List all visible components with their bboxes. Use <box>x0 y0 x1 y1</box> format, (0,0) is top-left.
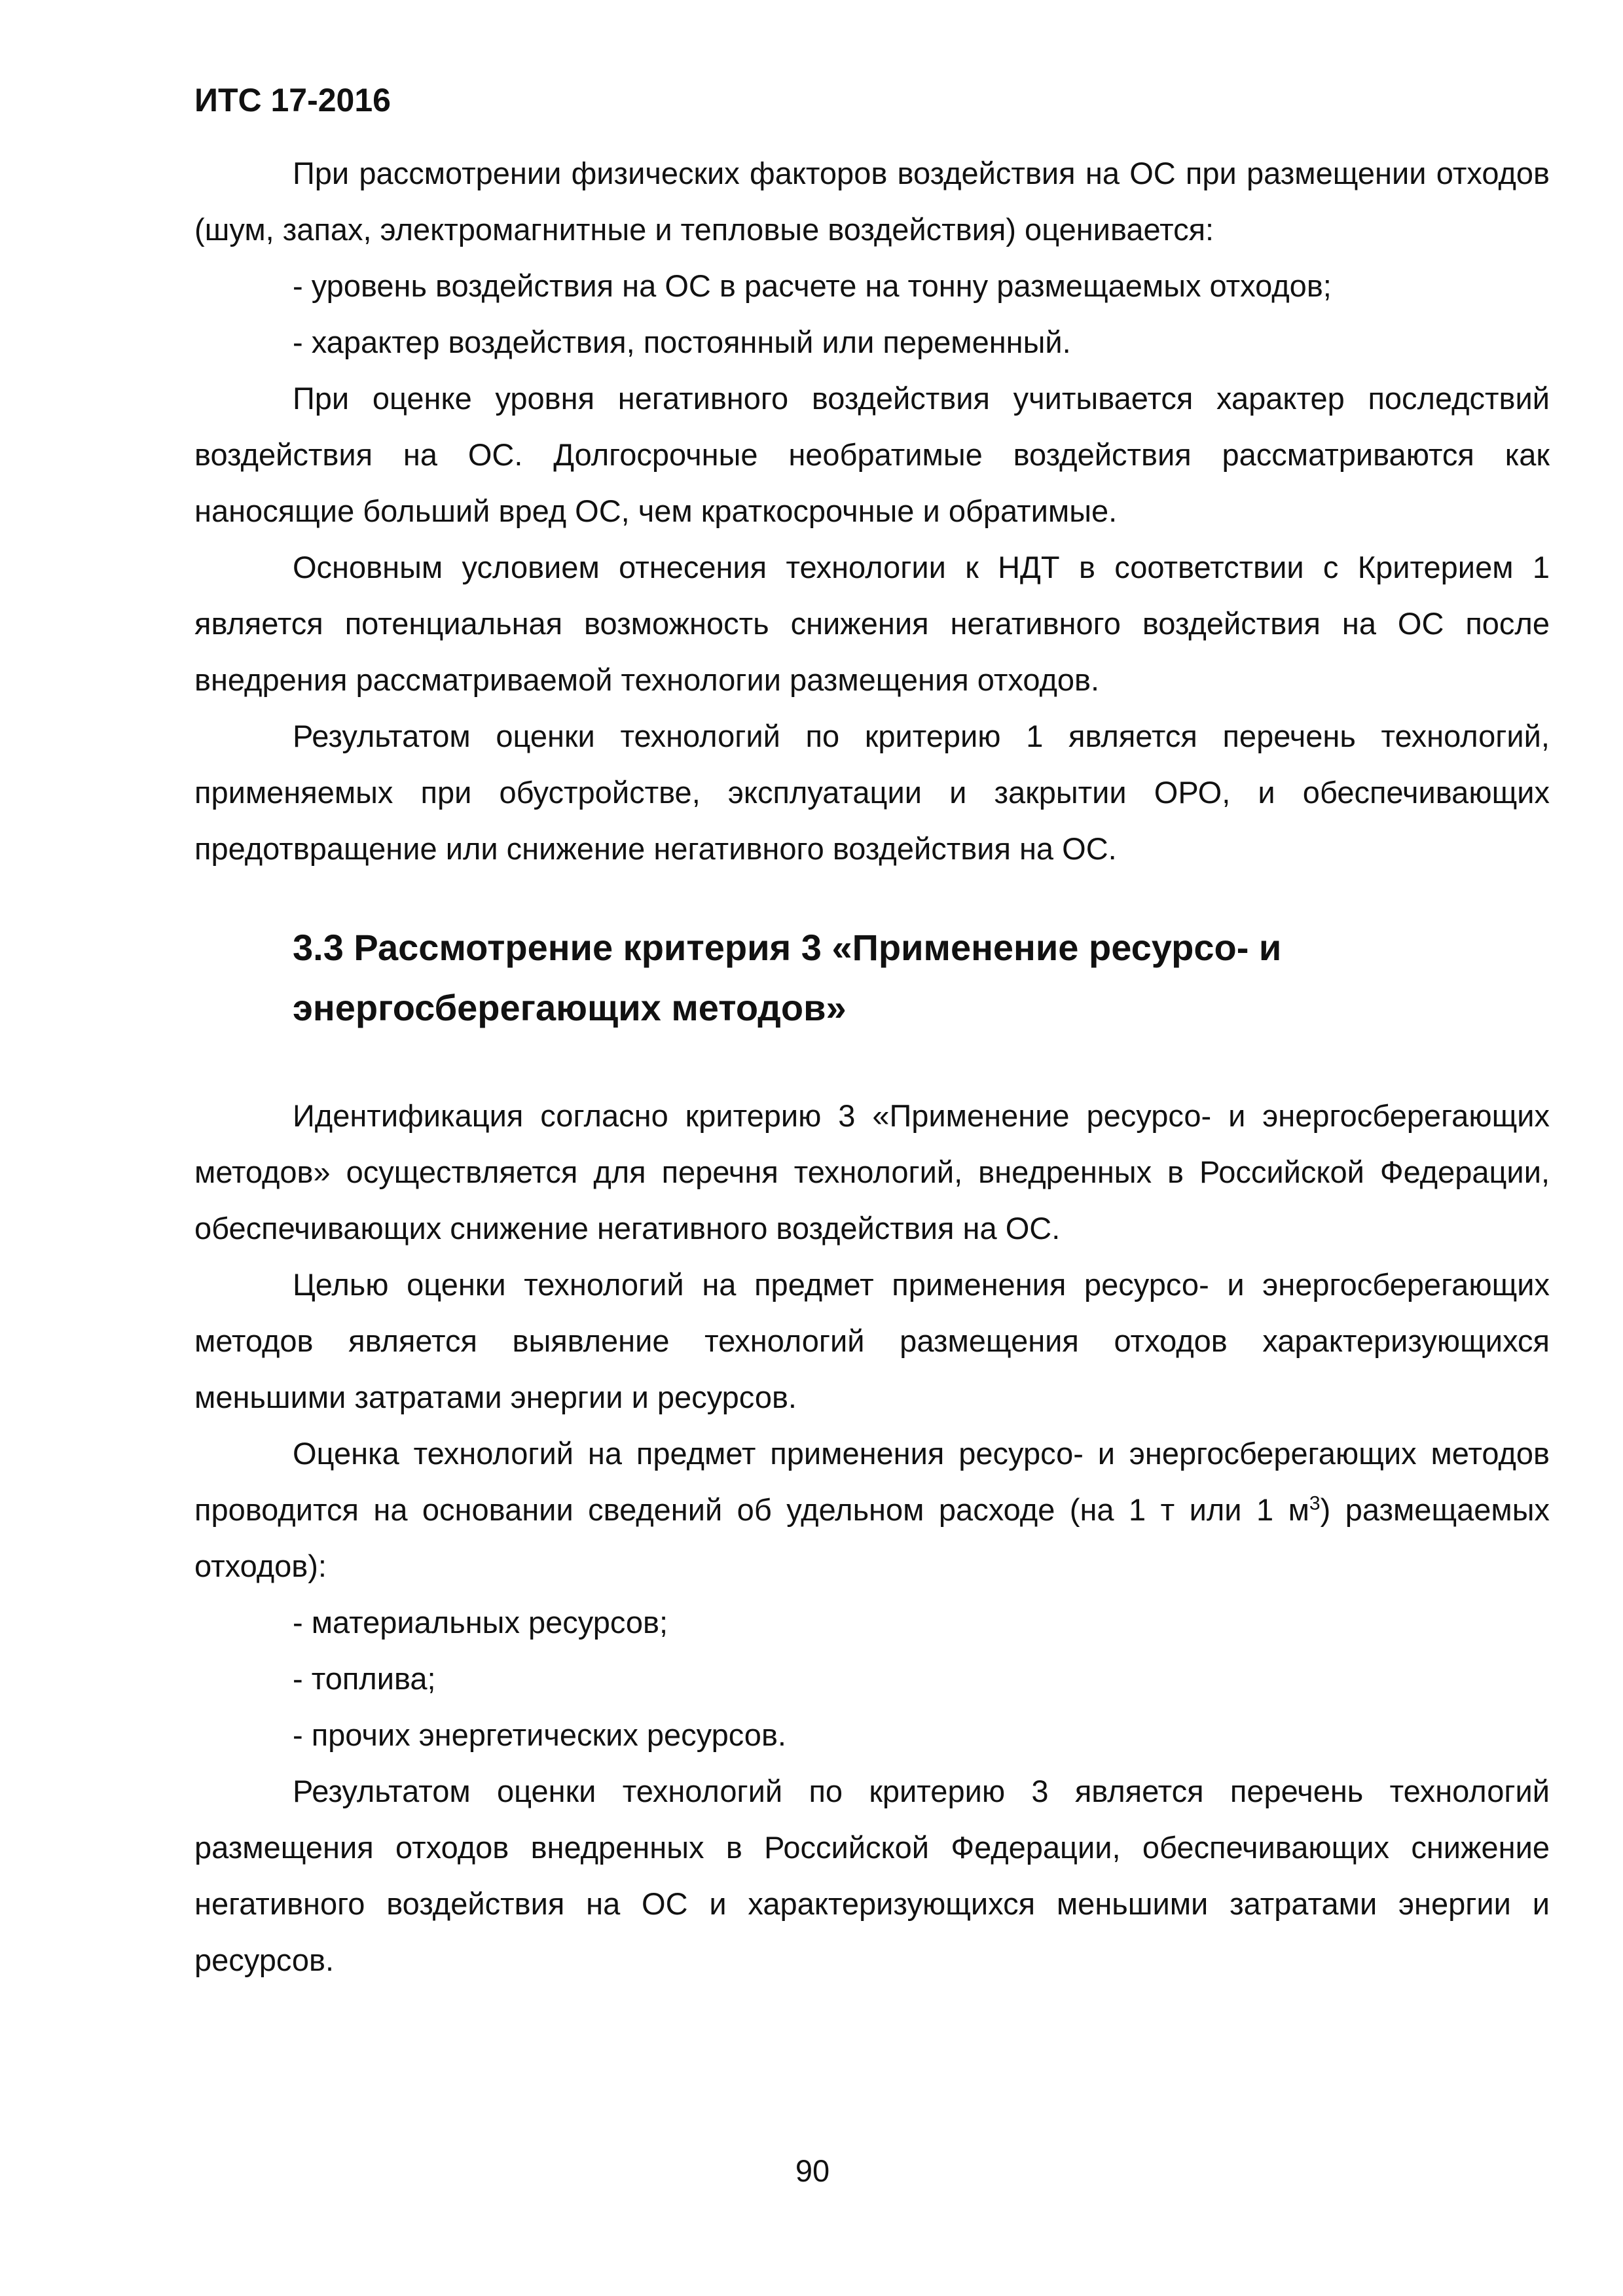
paragraph-criterion-1-result: Результатом оценки технологий по критерию 1 является перечень технологий, применяемых при обустройстве, эксплуатации и закрытии ОРО, и обеспечивающих предотвращение или снижение негативного воздействия на ОС. <box>194 719 1550 866</box>
list-item-material-resources: - материальных ресурсов; <box>293 1605 668 1640</box>
section-heading-line-2: энергосберегающих методов» <box>293 987 847 1028</box>
paragraph-assessment-basis <box>194 1426 1550 1594</box>
paragraph-criterion-3-result: Результатом оценки технологий по критерию 3 является перечень технологий размещения отходов внедренных в Российской Федерации, обеспечивающих снижение негативного воздействия на ОС и характеризующихся меньшими затратами энергии и ресурсов. <box>194 1774 1550 1977</box>
document-code-header: ИТС 17-2016 <box>194 82 391 118</box>
list-item-impact-type: - характер воздействия, постоянный или переменный. <box>293 325 1071 359</box>
section-heading-line-1: 3.3 Рассмотрение критерия 3 «Применение ресурсо- и <box>293 927 1282 968</box>
list-item-fuel: - топлива; <box>293 1661 436 1696</box>
text-block-criterion-3 <box>194 1088 1550 1988</box>
page-number: 90 <box>795 2153 830 2188</box>
section-heading <box>293 918 1550 1038</box>
cubic-superscript: 3 <box>1309 1492 1321 1515</box>
paragraph-physical-factors: При рассмотрении физических факторов воздействия на ОС при размещении отходов (шум, запах, электромагнитные и тепловые воздействия) оценивается: <box>194 156 1550 247</box>
assessment-basis-text-end: ) размещаемых отходов): <box>194 1492 1550 1583</box>
paragraph-impact-assessment: При оценке уровня негативного воздействия учитывается характер последствий воздействия на ОС. Долгосрочные необратимые воздействия рассматриваются как наносящие больший вред ОС, чем краткосрочные и обратимые. <box>194 381 1550 528</box>
paragraph-assessment-goal: Целью оценки технологий на предмет применения ресурсо- и энергосберегающих методов является выявление технологий размещения отходов характеризующихся меньшими затратами энергии и ресурсов. <box>194 1267 1550 1414</box>
assessment-basis-text: Оценка технологий на предмет применения ресурсо- и энергосберегающих методов проводится на основании сведений об удельном расходе (на 1 т или 1 м <box>194 1436 1550 1527</box>
paragraph-criterion-1-condition: Основным условием отнесения технологии к НДТ в соответствии с Критерием 1 является потенциальная возможность снижения негативного воздействия на ОС после внедрения рассматриваемой технологии размещения отходов. <box>194 550 1550 697</box>
text-block-physical-factors <box>194 145 1550 877</box>
list-item-impact-level: - уровень воздействия на ОС в расчете на тонну размещаемых отходов; <box>293 268 1332 303</box>
paragraph-identification: Идентификация согласно критерию 3 «Применение ресурсо- и энергосберегающих методов» осуществляется для перечня технологий, внедренных в Российской Федерации, обеспечивающих снижение негативного воздействия на ОС. <box>194 1098 1550 1246</box>
list-item-other-energy: - прочих энергетических ресурсов. <box>293 1717 786 1752</box>
